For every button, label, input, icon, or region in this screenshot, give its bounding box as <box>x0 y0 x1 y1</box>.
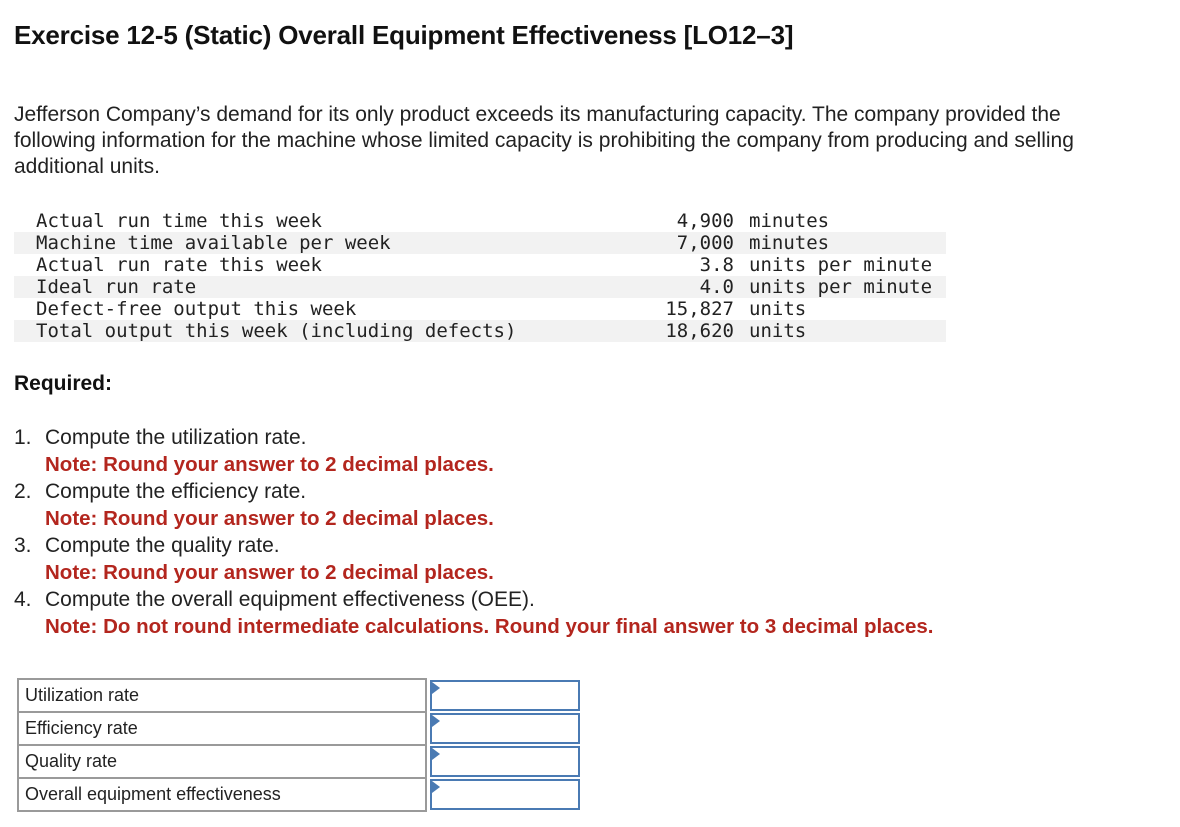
data-row-label: Machine time available per week <box>14 232 626 254</box>
answer-label-efficiency: Efficiency rate <box>18 712 426 745</box>
answer-label-quality: Quality rate <box>18 745 426 778</box>
intro-paragraph: Jefferson Company’s demand for its only product exceeds its manufacturing capacity. The company provided the following information for the machine whose limited capacity is prohibiting the company from producing and selling additional units. <box>14 103 1074 178</box>
data-row <box>14 254 946 276</box>
data-row-value: 4.0 <box>626 276 734 298</box>
question-text: Compute the quality rate. <box>45 534 280 557</box>
answer-row <box>18 778 580 811</box>
question-text: Compute the overall equipment effectiveness (OEE). <box>45 588 535 611</box>
data-row <box>14 232 946 254</box>
data-row <box>14 276 946 298</box>
question-item <box>14 586 1164 640</box>
utilization-rate-input-box <box>430 680 580 711</box>
question-list <box>14 424 1164 640</box>
data-row-value: 18,620 <box>626 320 734 342</box>
data-row <box>14 298 946 320</box>
answer-label-utilization: Utilization rate <box>18 679 426 712</box>
answer-marker-icon <box>432 748 440 760</box>
data-row-unit: minutes <box>734 232 946 254</box>
data-row-label: Defect-free output this week <box>36 298 357 320</box>
data-row-unit: units <box>734 320 946 342</box>
data-row-label: Actual run rate this week <box>36 254 322 276</box>
question-note: Note: Round your answer to 2 decimal places. <box>45 507 494 530</box>
question-note: Note: Round your answer to 2 decimal places. <box>45 561 494 584</box>
question-number: 2. <box>14 480 32 503</box>
data-row <box>14 210 946 232</box>
question-item <box>14 532 1164 586</box>
quality-rate-input-box <box>430 746 580 777</box>
data-row <box>14 320 946 342</box>
question-number: 1. <box>14 426 32 449</box>
question-note: Note: Round your answer to 2 decimal places. <box>45 453 494 476</box>
data-row-label: Ideal run rate <box>14 276 626 298</box>
answer-marker-icon <box>432 682 440 694</box>
question-item <box>14 424 1164 478</box>
question-text: Compute the efficiency rate. <box>45 480 307 503</box>
oee-input-box <box>430 779 580 810</box>
answer-marker-icon <box>432 715 440 727</box>
answer-row <box>18 712 580 745</box>
data-table <box>14 210 946 342</box>
data-row-label: Total output this week (including defects) <box>14 320 626 342</box>
efficiency-rate-input-box <box>430 713 580 744</box>
data-row-value: 7,000 <box>626 232 734 254</box>
answer-row <box>18 745 580 778</box>
data-row-unit: units per minute <box>734 276 946 298</box>
efficiency-rate-input[interactable] <box>432 715 578 742</box>
answer-label-oee: Overall equipment effectiveness <box>18 778 426 811</box>
data-row-value: 15,827 <box>665 298 734 320</box>
data-row-unit: minutes <box>749 210 830 232</box>
answer-marker-icon <box>432 781 440 793</box>
question-note: Note: Do not round intermediate calculations. Round your final answer to 3 decimal places. <box>45 615 934 638</box>
question-number: 3. <box>14 534 32 557</box>
data-row-unit: units <box>749 298 807 320</box>
exercise-title: Exercise 12-5 (Static) Overall Equipment Effectiveness [LO12–3] <box>14 20 794 50</box>
required-heading: Required: <box>14 372 113 395</box>
question-text: Compute the utilization rate. <box>45 426 307 449</box>
answer-row <box>18 679 580 712</box>
data-row-value: 3.8 <box>699 254 734 276</box>
data-row-label: Actual run time this week <box>36 210 322 232</box>
answer-table <box>17 678 581 812</box>
question-item <box>14 478 1164 532</box>
quality-rate-input[interactable] <box>432 748 578 775</box>
data-row-unit: units per minute <box>749 254 933 276</box>
utilization-rate-input[interactable] <box>432 682 578 709</box>
oee-input[interactable] <box>432 781 578 808</box>
question-number: 4. <box>14 588 32 611</box>
data-row-value: 4,900 <box>676 210 734 232</box>
